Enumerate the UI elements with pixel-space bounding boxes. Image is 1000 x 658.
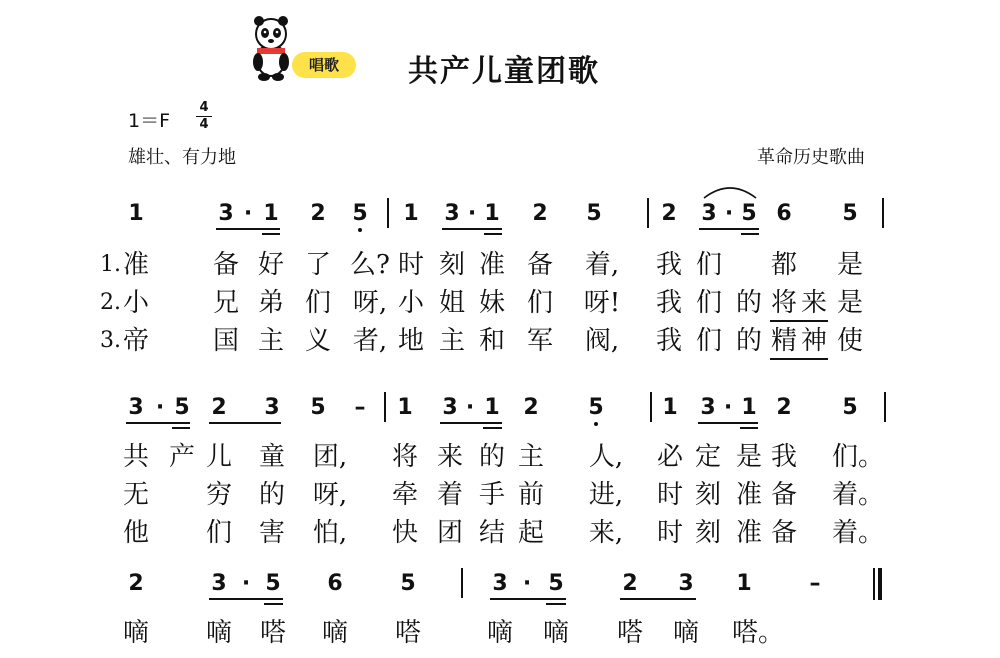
sixteenth-underline [264,603,283,605]
lyric: 团, [312,442,348,472]
lyric: 着。 [831,480,885,510]
note: 5 [265,571,281,596]
lyric: 么? [350,250,390,280]
lyric: 必 [656,442,684,472]
lyric: 怕, [312,518,348,548]
note: 3 [442,395,458,420]
note: 5 [586,201,602,226]
lyric: 团 [436,518,464,548]
lyric: 主 [257,326,285,356]
rest-dash: – [354,395,366,420]
lyric: 是 [836,288,864,318]
verse-number: 1. [100,252,121,277]
rest-dash: – [809,571,821,596]
note: 5 [310,395,326,420]
lyric: 来 [436,442,464,472]
bar-line [650,392,652,422]
key-signature: 1＝F [128,110,171,132]
lyric: 我 [655,288,683,318]
tempo-marking: 雄壮、有力地 [128,147,236,168]
note: 1 [484,395,500,420]
lyric: 结 [478,518,506,548]
lyric: 备 [770,518,798,548]
note: 6 [327,571,343,596]
lyric: 来, [588,518,624,548]
panda-mascot-icon [246,12,296,82]
eighth-underline [216,228,280,230]
lyric: 姐 [438,288,466,318]
note: 3 [678,571,694,596]
lyric: 准 [735,480,763,510]
note: 5 [174,395,190,420]
lyric: 和 [478,326,506,356]
lyric: 的 [478,442,506,472]
lyric: 小 [122,288,150,318]
lyric: 着。 [831,518,885,548]
lyric: 小 [397,288,425,318]
lyric: 嗒 [394,618,422,648]
note: 2 [622,571,638,596]
note: 5 [548,571,564,596]
lyric: 是 [735,442,763,472]
bar-line [461,568,463,598]
lyric: 牵 [391,480,419,510]
lyric: 来 [800,288,828,318]
note: 3 [701,201,717,226]
lower-octave-dot [594,422,598,426]
lower-octave-dot [358,228,362,232]
lyric: 都 [770,250,798,280]
lyric: 们 [695,250,723,280]
lyric: 呀, [352,288,388,318]
note-dot: · [243,201,253,226]
lyric: 嗒 [616,618,644,648]
slur-mark [702,182,758,200]
lyric: 产 [168,442,196,472]
verse-number: 3. [100,328,121,353]
lyric: 使 [836,326,864,356]
lyric: 他 [122,518,150,548]
note: 5 [842,395,858,420]
eighth-underline [490,598,566,600]
lyric: 着 [436,480,464,510]
eighth-underline [620,598,696,600]
lyric: 儿 [205,442,233,472]
note-dot: · [467,201,477,226]
sixteenth-underline [172,427,190,429]
note: 1 [263,201,279,226]
lyric: 呀! [583,288,621,318]
lyric: 嘀 [321,618,349,648]
lyric: 将 [391,442,419,472]
note: 5 [400,571,416,596]
page-title: 共产儿童团歌 [408,54,600,89]
time-signature [196,100,212,133]
lyric: 快 [391,518,419,548]
lyric: 害 [258,518,286,548]
sixteenth-underline [262,233,280,235]
bar-line [387,198,389,228]
lyric: 者, [352,326,388,356]
lyric: 嘀 [486,618,514,648]
song-source: 革命历史歌曲 [757,147,865,168]
note-dot: · [155,395,165,420]
note: 2 [211,395,227,420]
song-badge: 唱歌 [292,52,356,78]
lyric: 我 [655,250,683,280]
lyric-underline [770,358,828,360]
lyric: 好 [257,250,285,280]
lyric: 阀, [584,326,620,356]
eighth-underline [442,228,502,230]
lyric: 们 [695,288,723,318]
lyric: 刻 [694,480,722,510]
lyric: 兄 [212,288,240,318]
bar-line [647,198,649,228]
lyric: 们 [205,518,233,548]
lyric: 刻 [694,518,722,548]
eighth-underline [698,422,758,424]
sixteenth-underline [483,427,502,429]
lyric: 国 [212,326,240,356]
note: 1 [736,571,752,596]
lyric: 帝 [122,326,150,356]
note: 3 [444,201,460,226]
sixteenth-underline [546,603,566,605]
lyric: 神 [800,326,828,356]
lyric: 弟 [257,288,285,318]
lyric: 人, [588,442,624,472]
lyric: 穷 [205,480,233,510]
lyric: 无 [122,480,150,510]
note: 5 [588,395,604,420]
note: 3 [492,571,508,596]
lyric: 时 [397,250,425,280]
eighth-underline [209,598,283,600]
lyric: 了 [304,250,332,280]
note: 1 [484,201,500,226]
lyric: 着, [584,250,620,280]
lyric: 嗒。 [731,618,785,648]
lyric: 手 [478,480,506,510]
bar-line [882,198,884,228]
note: 3 [264,395,280,420]
eighth-underline [699,228,759,230]
note-dot: · [724,201,734,226]
lyric: 的 [258,480,286,510]
note: 2 [310,201,326,226]
lyric: 嘀 [672,618,700,648]
lyric: 刻 [438,250,466,280]
note: 2 [532,201,548,226]
note: 1 [397,395,413,420]
final-bar-line-thick [878,568,882,600]
lyric: 呀, [312,480,348,510]
note: 2 [661,201,677,226]
lyric: 妹 [478,288,506,318]
lyric: 是 [836,250,864,280]
note: 2 [523,395,539,420]
note: 1 [662,395,678,420]
lyric: 们 [695,326,723,356]
lyric: 进, [588,480,624,510]
lyric: 们 [526,288,554,318]
lyric: 定 [694,442,722,472]
note: 5 [352,201,368,226]
lyric: 起 [517,518,545,548]
lyric: 备 [770,480,798,510]
sixteenth-underline [740,427,758,429]
time-signature-top: 4 [199,100,209,115]
lyric: 地 [397,326,425,356]
note: 6 [776,201,792,226]
lyric: 嘀 [542,618,570,648]
verse-number: 2. [100,290,121,315]
note: 5 [842,201,858,226]
lyric: 将 [770,288,798,318]
note: 2 [776,395,792,420]
lyric: 备 [526,250,554,280]
lyric: 的 [735,326,763,356]
sixteenth-underline [741,233,759,235]
eighth-underline [209,422,281,424]
lyric: 精 [770,326,798,356]
lyric: 义 [304,326,332,356]
note-dot: · [723,395,733,420]
lyric: 主 [438,326,466,356]
note: 3 [700,395,716,420]
lyric: 备 [212,250,240,280]
lyric: 嘀 [205,618,233,648]
lyric-underline [770,320,828,322]
lyric: 嗒 [259,618,287,648]
bar-line [384,392,386,422]
lyric: 时 [656,480,684,510]
note: 3 [128,395,144,420]
eighth-underline [126,422,190,424]
lyric: 的 [735,288,763,318]
lyric: 我 [655,326,683,356]
note-dot: · [522,571,532,596]
lyric: 们。 [831,442,885,472]
lyric: 共 [122,442,150,472]
note: 5 [741,201,757,226]
note: 1 [741,395,757,420]
lyric: 准 [122,250,150,280]
sixteenth-underline [484,233,502,235]
lyric: 军 [526,326,554,356]
note: 1 [128,201,144,226]
lyric: 准 [478,250,506,280]
lyric: 们 [304,288,332,318]
note-dot: · [465,395,475,420]
time-signature-bottom: 4 [199,117,209,132]
eighth-underline [440,422,502,424]
final-bar-line-thin [873,568,875,600]
bar-line [884,392,886,422]
lyric: 我 [770,442,798,472]
lyric: 主 [517,442,545,472]
note: 2 [128,571,144,596]
note: 3 [218,201,234,226]
lyric: 时 [656,518,684,548]
note-dot: · [241,571,251,596]
note: 1 [403,201,419,226]
lyric: 嘀 [122,618,150,648]
lyric: 准 [735,518,763,548]
lyric: 前 [517,480,545,510]
note: 3 [211,571,227,596]
lyric: 童 [258,442,286,472]
